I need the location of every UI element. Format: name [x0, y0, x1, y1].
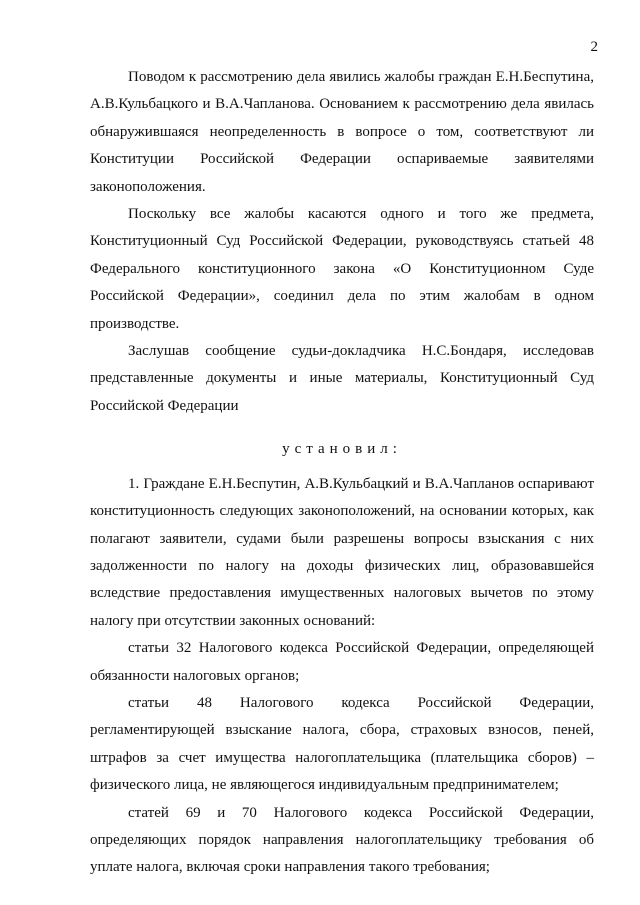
paragraph-articles-69-70: статей 69 и 70 Налогового кодекса Российской Федерации, определяющих порядок направления налогоплательщику требования об уплате налога, включая сроки направления такого требования;	[90, 804, 594, 876]
paragraph-article-32: статьи 32 Налогового кодекса Российской Федерации, определяющей обязанности налоговых органов;	[90, 640, 594, 684]
paragraph-hearing: Заслушав сообщение судьи-докладчика Н.С.Бондаря, исследовав представленные документы и иные материалы, Конституционный Суд Российской Федерации	[90, 343, 594, 414]
paragraph-claim: 1. Граждане Е.Н.Беспутин, А.В.Кульбацкий и В.А.Чапланов оспаривают конституционность следующих законоположений, на основании которых, как полагают заявители, судами были разрешены вопросы взыскания с них задолженности по налогу на доходы физических лиц, образовавшейся вследствие предоставления имущественных налоговых вычетов по этому налогу при отсутствии законных оснований:	[90, 475, 594, 629]
page-number: 2	[590, 39, 598, 55]
paragraph-article-48: статьи 48 Налогового кодекса Российской Федерации, регламентирующей взыскание налога, сбора, страховых взносов, пеней, штрафов за счет имущества налогоплательщика (плательщика сборов) – физического лица, не являющегося индивидуальным предпринимателем;	[90, 694, 594, 794]
document-body	[90, 64, 594, 882]
paragraph-grounds: Поводом к рассмотрению дела явились жалобы граждан Е.Н.Беспутина, А.В.Кульбацкого и В.А.Чапланова. Основанием к рассмотрению дела явилась обнаружившаяся неопределенность в вопросе о том, соответствуют ли Конституции Российской Федерации оспариваемые заявителями законоположения.	[90, 69, 594, 195]
paragraph-joinder: Поскольку все жалобы касаются одного и того же предмета, Конституционный Суд Российской Федерации, руководствуясь статьей 48 Федерального конституционного закона «О Конституционном Суде Российской Федерации», соединил дела по этим жалобам в одном производстве.	[90, 206, 594, 332]
section-heading: установил:	[282, 441, 402, 458]
